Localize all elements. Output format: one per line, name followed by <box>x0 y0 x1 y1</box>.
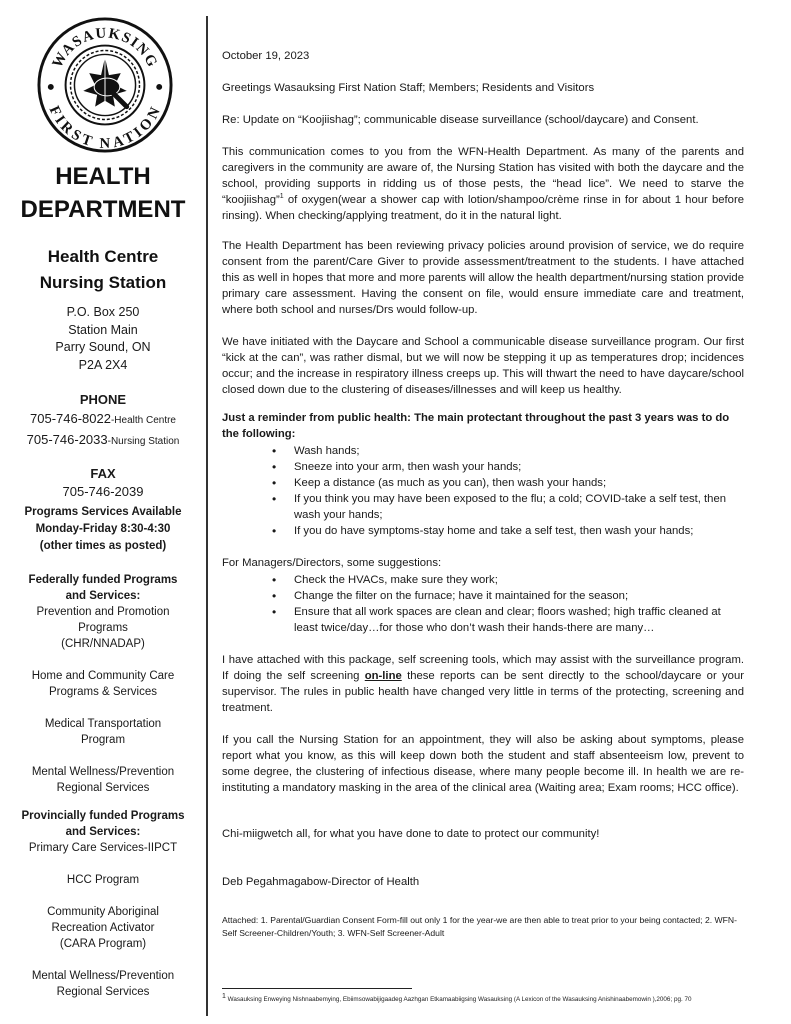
provincial-programs <box>0 808 206 1000</box>
paragraph-surveillance: We have initiated with the Daycare and School a communicable disease surveillance program. Our first “kick at the can”, was rather dismal, but we will now be stepping it up as temperatures drop; incidences occur; and the increase in respiratory illness creeps up. This will thwart the need to have daycare/school closed down due to the clustering of diseases/illnesses and will keep us healthy. <box>222 336 744 396</box>
hours-line: (other times as posted) <box>39 540 167 552</box>
attachments-note: Attached: 1. Parental/Guardian Consent Form-fill out only 1 for the year-we are then able to treat prior to your being contacted; 2. WFN-Self Screener-Children/Youth; 3. WFN-Self Screener-Adult <box>222 915 737 938</box>
program-line: Programs & Services <box>48 686 157 698</box>
phone-label: -Nursing Station <box>107 436 180 447</box>
program-line: Regional Services <box>56 782 150 794</box>
program-line: Mental Wellness/Prevention <box>31 970 175 982</box>
footnote-number: 1 <box>222 992 226 1000</box>
program-item <box>0 764 206 796</box>
program-line: Medical Transportation <box>44 718 162 730</box>
heading-line: Federally funded Programs <box>28 574 178 586</box>
footnote <box>222 992 692 1003</box>
subject-line: Re: Update on “Koojiishag”; communicable disease surveillance (school/daycare) and Consent. <box>222 114 699 126</box>
centre-title <box>0 244 206 296</box>
phone-number: 705-746-8022 <box>30 411 111 426</box>
fax-number: 705-746-2039 <box>62 484 144 499</box>
address-line: P.O. Box 250 <box>66 305 140 319</box>
address-line: Station Main <box>68 322 138 337</box>
program-line: HCC Program <box>66 874 140 886</box>
program-item <box>0 840 206 856</box>
program-item <box>0 668 206 700</box>
provincial-heading <box>0 808 206 840</box>
paragraph-nursing-station: If you call the Nursing Station for an appointment, they will also be asking about symptoms, please report what you know, as this will keep down both the student and staff absenteeism low, prevent to some degree, the clustering of infectious disease, where many people become ill. In health we are re-instituting a mandatory masking in the area of the clinical area (Waiting area; Exam rooms; HCC office). <box>222 734 744 794</box>
wasauksing-logo-icon <box>36 16 174 154</box>
para-text: This communication comes to you from the WFN-Health Department. As many of the parents and caregivers in the community are aware of, the Nursing Station has visited with both the daycare and the school, providing supports in ridding us of those pests, the “head lice”. We need to starve the “koojiishag” <box>222 146 744 206</box>
program-line: (CHR/NNADAP) <box>61 638 145 650</box>
list-item: • Sneeze into your arm, then wash your hands; <box>222 459 744 475</box>
program-line: Primary Care Services-IIPCT <box>28 842 178 854</box>
list-item: • Change the filter on the furnace; have it maintained for the season; <box>222 588 744 604</box>
centre-line1: Health Centre <box>47 247 159 266</box>
sidebar <box>0 0 206 1024</box>
paragraph-head-lice <box>222 144 744 224</box>
managers-heading: For Managers/Directors, some suggestions: <box>222 557 442 569</box>
para-text: I have attached with this package, self screening tools, which may assist with the surveillance program. If doing the self screening <box>222 654 744 682</box>
footnote-separator <box>222 988 412 989</box>
dept-line1: HEALTH <box>55 163 151 190</box>
program-item <box>0 968 206 1000</box>
program-line: Regional Services <box>56 986 150 998</box>
department-title <box>0 160 206 226</box>
online-link[interactable]: on-line <box>364 670 402 682</box>
reminder-list <box>222 443 744 539</box>
phone-health-centre <box>0 411 206 426</box>
program-item <box>0 604 206 652</box>
program-line: Recreation Activator <box>51 922 155 934</box>
mailing-address <box>0 304 206 374</box>
signature: Deb Pegahmagabow-Director of Health <box>222 876 420 888</box>
program-item <box>0 716 206 748</box>
phone-number: 705-746-2033 <box>26 432 108 447</box>
dept-line2: DEPARTMENT <box>20 196 186 223</box>
list-item: • If you think you may have been exposed to the flu; a cold; COVID-take a self test, then wash your hands; <box>222 491 744 523</box>
column-divider <box>206 16 208 1016</box>
list-item: • If you do have symptoms-stay home and take a self test, then wash your hands; <box>222 523 744 539</box>
phone-heading: PHONE <box>79 392 127 407</box>
svg-text:FIRST NATION: FIRST NATION <box>45 103 165 152</box>
managers-list <box>222 572 744 636</box>
letter-date: October 19, 2023 <box>222 50 310 62</box>
fax-heading: FAX <box>90 466 116 481</box>
hours-line: Monday-Friday 8:30-4:30 <box>35 523 171 535</box>
phone-nursing-station <box>0 432 206 447</box>
footnote-ref[interactable]: 1 <box>279 193 284 201</box>
program-line: Program <box>80 734 126 746</box>
program-line: Community Aboriginal <box>47 906 159 918</box>
closing: Chi-miigwetch all, for what you have done to date to protect our community! <box>222 828 600 840</box>
para-text: of oxygen(wear a shower cap with lotion/shampoo/crème rinse in for about 1 hour before rinsing). When checking/applying treatment, do it in the natural light. <box>222 194 744 222</box>
heading-line: and Services: <box>65 590 141 602</box>
federal-programs <box>0 572 206 796</box>
list-item: • Ensure that all work spaces are clean and clear; floors washed; high traffic cleaned at least twice/day…for those who don’t wash their hands-there are many… <box>222 604 744 636</box>
footnote-text: Wasauksing Enweying Nishnaabemying, Ebiimsowabijigaadeg Aazhgan Etkamaabiigsing Wasauksing (A Lexicon of the Wasauksing Anishinaabemowin ),2006; pg. 70 <box>225 996 692 1003</box>
phone-label: -Health Centre <box>110 415 176 426</box>
program-line: Programs <box>78 622 128 634</box>
federal-heading <box>0 572 206 604</box>
centre-line2: Nursing Station <box>39 273 167 292</box>
heading-line: and Services: <box>65 826 141 838</box>
program-item <box>0 872 206 888</box>
list-item: • Keep a distance (as much as you can), then wash your hands; <box>222 475 744 491</box>
program-line: (CARA Program) <box>59 938 147 950</box>
greeting: Greetings Wasauksing First Nation Staff; Members; Residents and Visitors <box>222 82 595 94</box>
list-item: • Check the HVACs, make sure they work; <box>222 572 744 588</box>
hours-line: Programs Services Available <box>24 506 182 518</box>
para-text: these reports can be sent directly to the school/daycare or your supervisor. The rules in public health have changed very little in terms of the protecting, screening and treatment. <box>222 670 744 714</box>
program-line: Prevention and Promotion <box>36 606 170 618</box>
program-line: Mental Wellness/Prevention <box>31 766 175 778</box>
reminder-heading: Just a reminder from public health: The main protectant throughout the past 3 years was to do the following: <box>222 412 730 440</box>
address-line: Parry Sound, ON <box>55 340 151 354</box>
service-hours <box>0 504 206 555</box>
list-item: • Wash hands; <box>222 443 744 459</box>
program-item <box>0 904 206 952</box>
paragraph-self-screening <box>222 652 744 716</box>
paragraph-consent: The Health Department has been reviewing privacy policies around provision of service, we do require consent from the parent/Care Giver to provide assessment/treatment to the students. I have attached this as well in hopes that more and more parents will allow the health department/nursing station provide primary care assessment. Having the consent on file, would ensure immediate care and treatment, where both school and nurses/Drs would follow-up. <box>222 240 744 316</box>
program-line: Home and Community Care <box>31 670 175 682</box>
address-line: P2A 2X4 <box>78 357 128 372</box>
heading-line: Provincially funded Programs <box>21 810 185 822</box>
svg-text:WASAUKSING: WASAUKSING <box>49 25 161 71</box>
